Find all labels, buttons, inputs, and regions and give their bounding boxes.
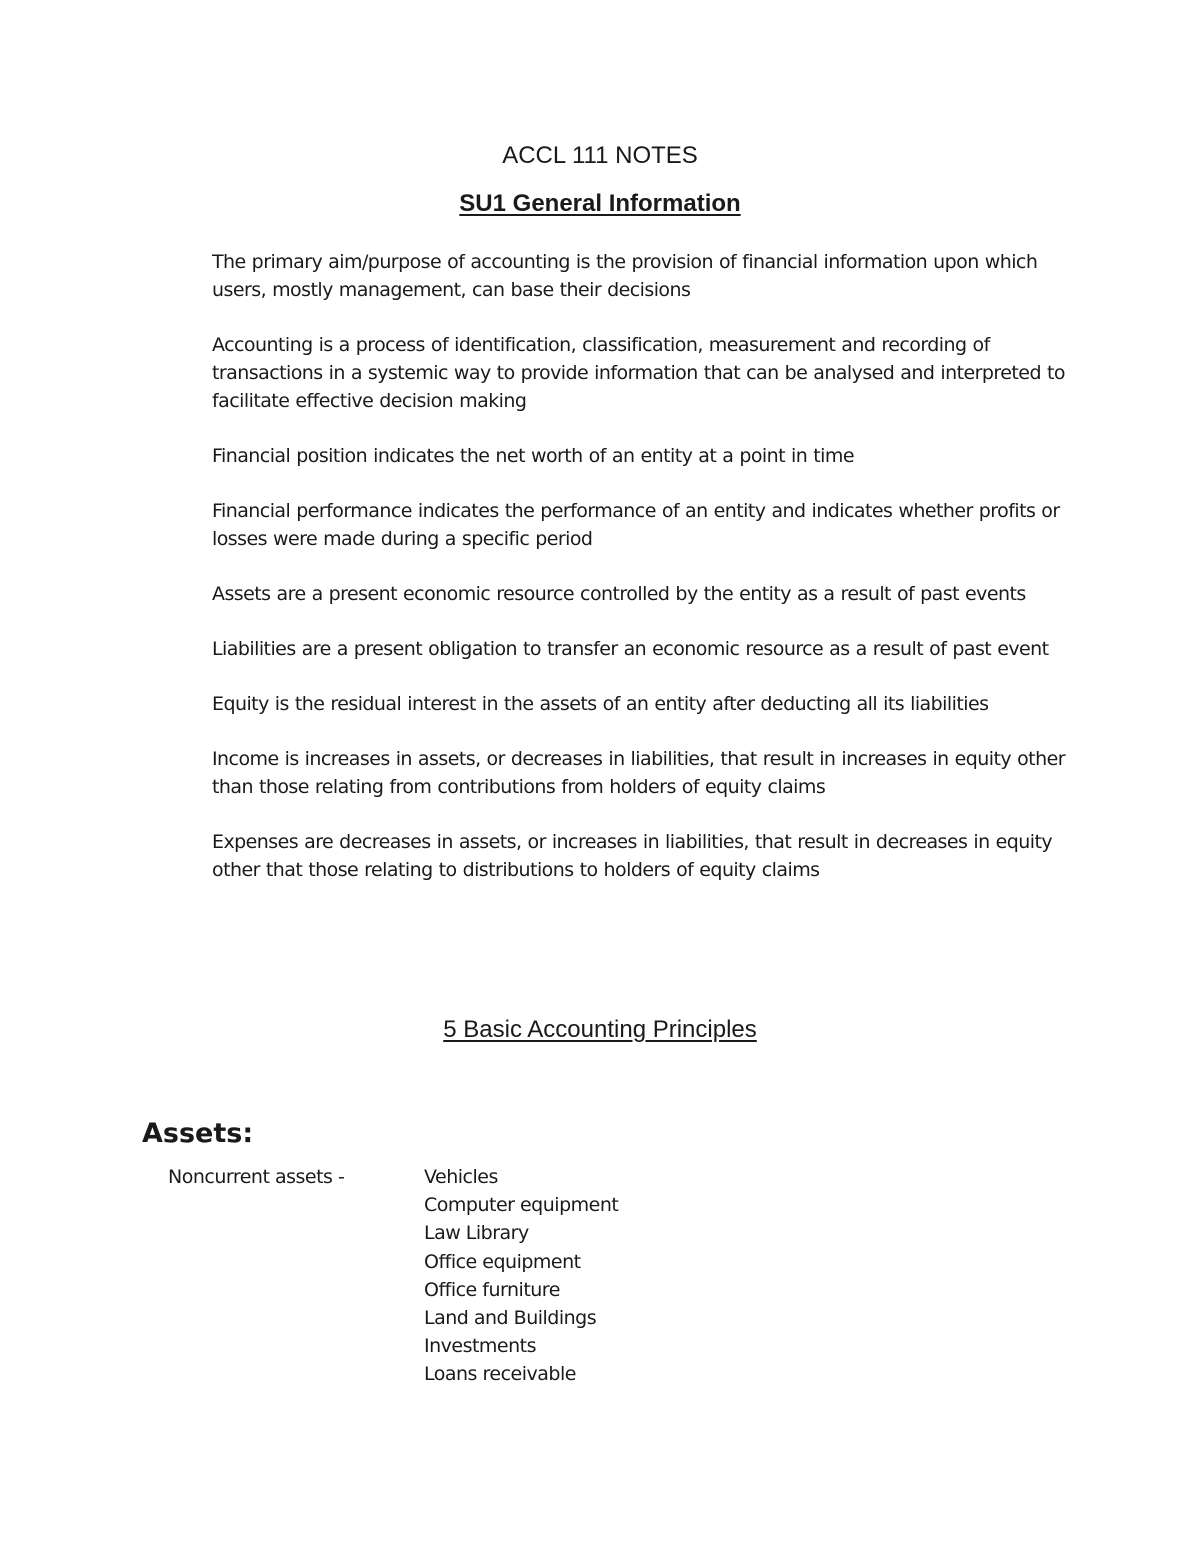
asset-item-vehicles: Vehicles (424, 1166, 498, 1188)
principles-heading: 5 Basic Accounting Principles (443, 1016, 757, 1043)
noncurrent-assets-label: Noncurrent assets - (168, 1166, 345, 1188)
definition-financial-position: Financial position indicates the net worth of an entity at a point in time (212, 445, 854, 467)
assets-heading: Assets: (142, 1118, 254, 1149)
asset-item-investments: Investments (424, 1335, 537, 1358)
su1-heading: SU1 General Information (459, 190, 741, 217)
asset-item-law-library: Law Library (424, 1222, 529, 1245)
definition-liabilities: Liabilities are a present obligation to transfer an economic resource as a result of past event (212, 638, 1049, 660)
definition-financial-performance: Financial performance indicates the performance of an entity and indicates whether profits or losses were made during a specific period (212, 500, 1060, 550)
definition-income: Income is increases in assets, or decreases in liabilities, that result in increases in equity other than those relating from contributions from holders of equity claims (212, 748, 1065, 798)
definition-expenses: Expenses are decreases in assets, or increases in liabilities, that result in decreases in equity other that those relating to distributions to holders of equity claims (212, 831, 1053, 881)
definition-equity: Equity is the residual interest in the assets of an entity after deducting all its liabilities (212, 693, 989, 715)
definition-assets: Assets are a present economic resource controlled by the entity as a result of past events (212, 583, 1026, 605)
definition-accounting-purpose: The primary aim/purpose of accounting is the provision of financial information upon which users, mostly management, can base their decisions (212, 251, 1038, 301)
document-title: ACCL 111 NOTES (502, 142, 698, 169)
asset-item-computer-equipment: Computer equipment (424, 1194, 619, 1217)
definitions-list (212, 248, 1072, 911)
noncurrent-assets-list (424, 1163, 618, 1389)
asset-item-land-and-buildings: Land and Buildings (424, 1307, 597, 1330)
asset-item-office-furniture: Office furniture (424, 1278, 560, 1301)
asset-item-loans-receivable: Loans receivable (424, 1363, 576, 1386)
asset-item-office-equipment: Office equipment (424, 1250, 581, 1273)
definition-accounting-process: Accounting is a process of identification, classification, measurement and recording of transactions in a systemic way to provide information that can be analysed and interpreted to facilitate effective decision making (212, 334, 1065, 412)
